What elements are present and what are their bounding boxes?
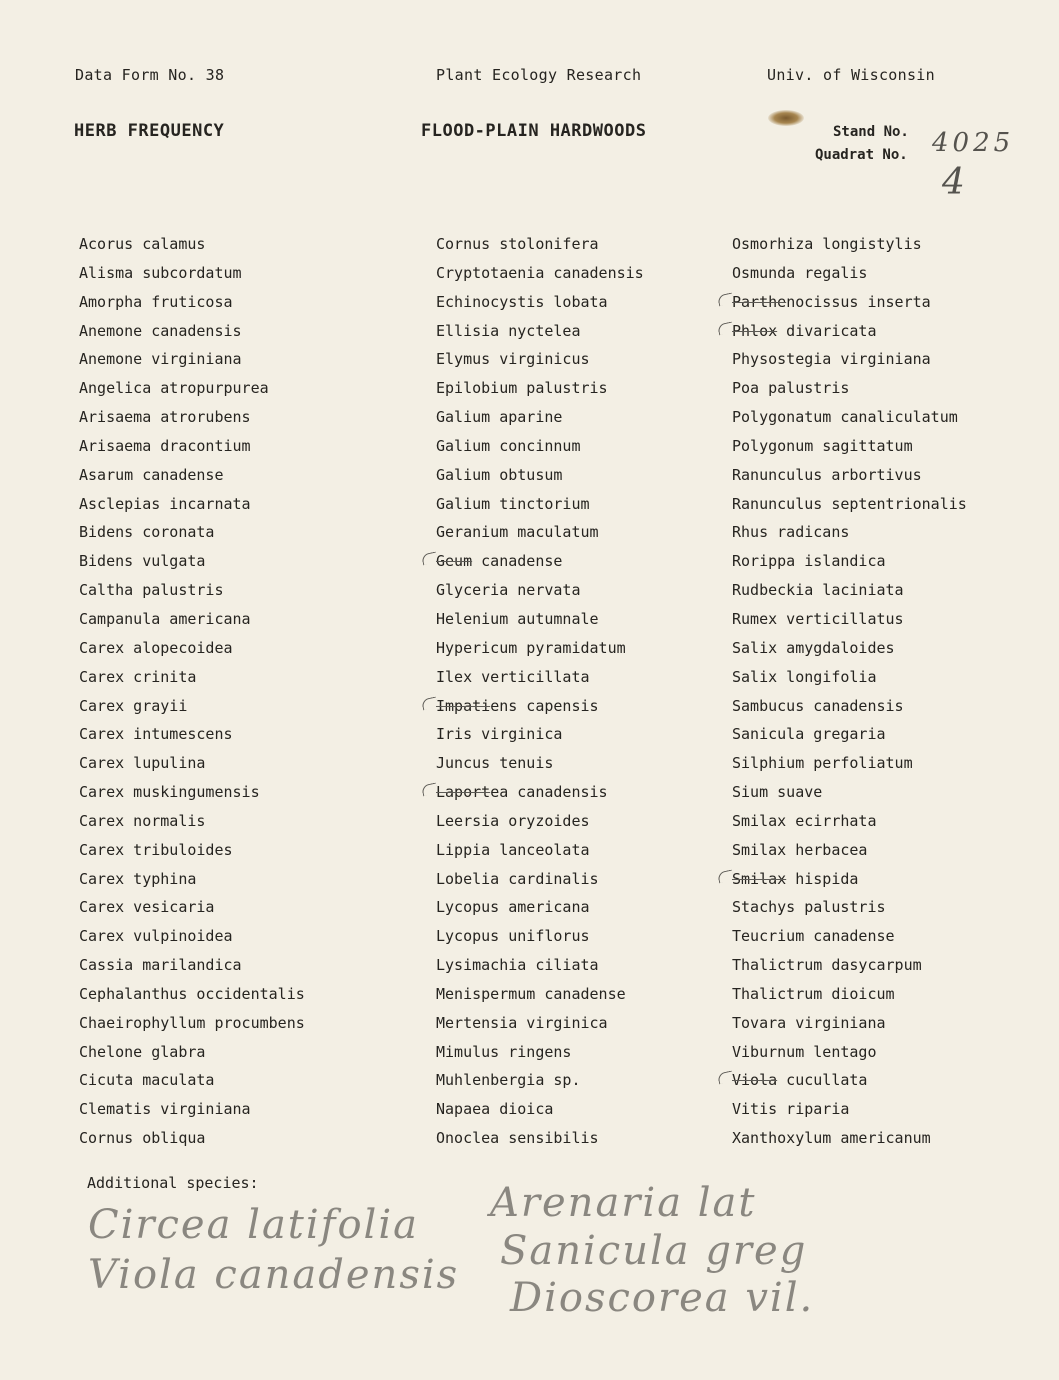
species-item (436, 663, 644, 692)
species-item (732, 518, 967, 547)
check-mark-icon (421, 696, 438, 710)
species-name: Rorippa islandica (732, 552, 886, 571)
species-item (79, 865, 305, 894)
species-item (732, 461, 967, 490)
species-name: Mimulus ringens (436, 1042, 572, 1061)
species-name: Ellisia nyctelea (436, 321, 581, 340)
species-item (436, 893, 644, 922)
species-name: Cicuta maculata (79, 1071, 215, 1090)
species-name: Rudbeckia laciniata (732, 581, 904, 600)
species-item (79, 1009, 305, 1038)
species-name-rest: nocissus inserta (786, 292, 931, 311)
species-name: Osmorhiza longistylis (732, 235, 922, 253)
species-item (732, 663, 967, 692)
species-name: Tovara virginiana (732, 1013, 886, 1032)
species-item (79, 490, 305, 519)
species-item (79, 720, 305, 749)
species-item (436, 490, 644, 519)
project-name: Plant Ecology Research (436, 66, 642, 84)
species-item (79, 749, 305, 778)
species-item (436, 605, 644, 634)
species-name: Asclepias incarnata (79, 494, 251, 513)
species-item (732, 547, 967, 576)
species-item (436, 1066, 644, 1095)
species-name: Glyceria nervata (436, 581, 581, 600)
species-name: Caltha palustris (79, 581, 224, 600)
species-item (79, 461, 305, 490)
species-item (732, 893, 967, 922)
species-name-rest: ea canadensis (490, 783, 608, 802)
species-item (436, 922, 644, 951)
species-item (79, 692, 305, 721)
species-name: Sanicula gregaria (732, 725, 886, 744)
quadrat-label: Quadrat No. (815, 147, 908, 163)
species-name: Galium aparine (436, 408, 563, 427)
species-item (732, 403, 967, 432)
species-item (732, 288, 967, 317)
species-item (732, 259, 967, 288)
species-name: Anemone virginiana (79, 350, 242, 369)
species-name: Anemone canadensis (79, 321, 242, 340)
species-name: Carex alopecoidea (79, 638, 233, 657)
species-name: Thalictrum dioicum (732, 984, 895, 1003)
species-name: Galium concinnum (436, 436, 581, 455)
species-name: Arisaema atrorubens (79, 408, 251, 427)
species-item (436, 980, 644, 1009)
species-name: Cryptotaenia canadensis (436, 263, 644, 282)
species-item (732, 865, 967, 894)
species-name: Cornus stolonifera (436, 235, 599, 253)
species-item (79, 893, 305, 922)
species-item (79, 951, 305, 980)
community-title: FLOOD-PLAIN HARDWOODS (421, 121, 647, 141)
species-item (79, 345, 305, 374)
species-item (79, 1038, 305, 1067)
species-item (79, 980, 305, 1009)
species-name: Cornus obliqua (79, 1129, 206, 1148)
species-item (79, 1124, 305, 1153)
species-name: Carex vulpinoidea (79, 927, 233, 946)
species-name: Angelica atropurpurea (79, 379, 269, 398)
species-item (436, 720, 644, 749)
species-name: Galium tinctorium (436, 494, 590, 513)
species-name: Echinocystis lobata (436, 292, 608, 311)
species-name: Lycopus uniflorus (436, 927, 590, 946)
species-item (436, 749, 644, 778)
species-item (79, 807, 305, 836)
species-item (436, 461, 644, 490)
handwritten-species-2: Viola canadensis (88, 1252, 460, 1298)
species-item (436, 778, 644, 807)
stand-label: Stand No. (833, 124, 909, 140)
species-item (732, 836, 967, 865)
species-name: Thalictrum dasycarpum (732, 956, 922, 975)
species-item (436, 692, 644, 721)
species-item (436, 865, 644, 894)
species-item (732, 317, 967, 346)
species-name: Rhus radicans (732, 523, 850, 542)
additional-species-label: Additional species: (87, 1174, 259, 1192)
species-item (732, 692, 967, 721)
species-name-rest: cucullata (777, 1071, 868, 1090)
species-item (732, 807, 967, 836)
species-name: Alisma subcordatum (79, 263, 242, 282)
species-item (79, 230, 305, 259)
species-name: Lippia lanceolata (436, 840, 590, 859)
species-name: Epilobium palustris (436, 379, 608, 398)
species-name: Napaea dioica (436, 1100, 554, 1119)
species-item (732, 951, 967, 980)
species-name: Carex crinita (79, 667, 197, 686)
species-name: Leersia oryzoides (436, 811, 590, 830)
species-name: Ranunculus arbortivus (732, 465, 922, 484)
species-item (79, 547, 305, 576)
species-name: Carex tribuloides (79, 840, 233, 859)
species-item (436, 288, 644, 317)
species-item (79, 518, 305, 547)
species-item (436, 317, 644, 346)
species-item (436, 259, 644, 288)
species-item (732, 1038, 967, 1067)
species-name: Helenium autumnale (436, 609, 599, 628)
species-name-struck: Parthe (732, 292, 787, 311)
species-item (436, 1124, 644, 1153)
species-name: Viburnum lentago (732, 1042, 877, 1061)
species-name: Hypericum pyramidatum (436, 638, 626, 657)
species-name: Poa palustris (732, 379, 850, 398)
species-item (79, 1095, 305, 1124)
species-item (79, 663, 305, 692)
species-name: Carex lupulina (79, 754, 206, 773)
species-column-2 (436, 230, 644, 1153)
species-item (436, 836, 644, 865)
species-name: Sambucus canadensis (732, 696, 904, 715)
species-item (436, 432, 644, 461)
species-name: Acorus calamus (79, 235, 206, 253)
species-item (436, 634, 644, 663)
species-item (79, 634, 305, 663)
form-title: HERB FREQUENCY (74, 121, 225, 141)
species-name: Carex normalis (79, 811, 206, 830)
species-name: Smilax herbacea (732, 840, 868, 859)
species-item (732, 980, 967, 1009)
species-item (732, 374, 967, 403)
species-item (436, 518, 644, 547)
species-name: Rumex verticillatus (732, 609, 904, 628)
species-column-1 (79, 230, 305, 1153)
species-name: Carex intumescens (79, 725, 233, 744)
institution-name: Univ. of Wisconsin (767, 66, 935, 84)
species-name: Stachys palustris (732, 898, 886, 917)
species-item (436, 403, 644, 432)
species-name-struck: Smilax (732, 869, 787, 888)
species-name-rest: ens capensis (490, 696, 599, 715)
species-name-rest: hispida (786, 869, 859, 888)
species-name: Bidens vulgata (79, 552, 206, 571)
species-name-struck: Geum (436, 552, 473, 571)
species-item (436, 1038, 644, 1067)
species-name-struck: Viola (732, 1071, 778, 1090)
species-item (732, 1009, 967, 1038)
species-name: Muhlenbergia sp. (436, 1071, 581, 1090)
species-name: Onoclea sensibilis (436, 1129, 599, 1148)
species-name: Physostegia virginiana (732, 350, 931, 369)
handwritten-species-3: Arenaria lat (490, 1180, 757, 1226)
species-name: Polygonum sagittatum (732, 436, 913, 455)
species-name-struck: Phlox (732, 321, 778, 340)
species-item (732, 576, 967, 605)
species-name: Clematis virginiana (79, 1100, 251, 1119)
species-item (79, 403, 305, 432)
handwritten-species-5: Dioscorea vil. (510, 1275, 815, 1321)
species-name: Geranium maculatum (436, 523, 599, 542)
species-name: Chelone glabra (79, 1042, 206, 1061)
species-name: Lysimachia ciliata (436, 956, 599, 975)
species-name: Asarum canadense (79, 465, 224, 484)
species-item (732, 922, 967, 951)
species-name: Xanthoxylum americanum (732, 1129, 931, 1148)
species-name-rest: canadense (472, 552, 563, 571)
species-item (79, 778, 305, 807)
species-name-rest: divaricata (777, 321, 877, 340)
species-name: Arisaema dracontium (79, 436, 251, 455)
species-item (732, 345, 967, 374)
species-name: Galium obtusum (436, 465, 563, 484)
species-item (79, 922, 305, 951)
species-name: Smilax ecirrhata (732, 811, 877, 830)
species-name: Polygonatum canaliculatum (732, 408, 958, 427)
species-name: Teucrium canadense (732, 927, 895, 946)
species-item (79, 836, 305, 865)
species-item (436, 807, 644, 836)
species-item (732, 1124, 967, 1153)
species-item (79, 374, 305, 403)
form-number: Data Form No. 38 (75, 66, 225, 84)
species-name: Juncus tenuis (436, 754, 554, 773)
species-name: Menispermum canadense (436, 984, 626, 1003)
species-item (732, 634, 967, 663)
species-name: Carex muskingumensis (79, 783, 260, 802)
species-name: Sium suave (732, 783, 823, 802)
species-name: Ilex verticillata (436, 667, 590, 686)
species-name: Silphium perfoliatum (732, 754, 913, 773)
species-name-struck: Impati (436, 696, 491, 715)
species-item (436, 576, 644, 605)
species-item (79, 605, 305, 634)
species-name: Chaeirophyllum procumbens (79, 1013, 305, 1032)
species-column-3 (732, 230, 967, 1153)
species-item (732, 1066, 967, 1095)
species-item (436, 1009, 644, 1038)
quadrat-value: 4 (942, 162, 965, 203)
species-item (79, 317, 305, 346)
species-name: Ranunculus septentrionalis (732, 494, 967, 513)
species-name: Mertensia virginica (436, 1013, 608, 1032)
species-name: Lobelia cardinalis (436, 869, 599, 888)
species-name: Cephalanthus occidentalis (79, 984, 305, 1003)
species-item (732, 1095, 967, 1124)
species-name: Vitis riparia (732, 1100, 850, 1119)
species-name: Lycopus americana (436, 898, 590, 917)
species-item (732, 720, 967, 749)
species-name: Salix amygdaloides (732, 638, 895, 657)
stand-value: 4025 (932, 128, 1015, 158)
species-item (436, 1095, 644, 1124)
handwritten-species-1: Circea latifolia (88, 1202, 419, 1248)
species-name: Cassia marilandica (79, 956, 242, 975)
species-item (436, 345, 644, 374)
species-item (732, 778, 967, 807)
species-name: Osmunda regalis (732, 263, 868, 282)
species-item (79, 259, 305, 288)
species-item (732, 490, 967, 519)
species-name: Salix longifolia (732, 667, 877, 686)
species-item (79, 576, 305, 605)
species-item (732, 230, 967, 259)
species-item (436, 374, 644, 403)
species-name: Iris virginica (436, 725, 563, 744)
species-item (79, 1066, 305, 1095)
species-name: Campanula americana (79, 609, 251, 628)
species-item (732, 605, 967, 634)
species-item (732, 749, 967, 778)
species-name: Carex vesicaria (79, 898, 215, 917)
species-name: Bidens coronata (79, 523, 215, 542)
species-name: Elymus virginicus (436, 350, 590, 369)
species-name-struck: Laport (436, 783, 491, 802)
species-item (436, 951, 644, 980)
handwritten-species-4: Sanicula greg (500, 1228, 808, 1274)
species-item (732, 432, 967, 461)
species-name: Carex typhina (79, 869, 197, 888)
stain-mark (768, 110, 804, 126)
species-item (436, 230, 644, 259)
species-name: Amorpha fruticosa (79, 292, 233, 311)
species-item (79, 432, 305, 461)
species-item (79, 288, 305, 317)
species-item (436, 547, 644, 576)
species-name: Carex grayii (79, 696, 188, 715)
